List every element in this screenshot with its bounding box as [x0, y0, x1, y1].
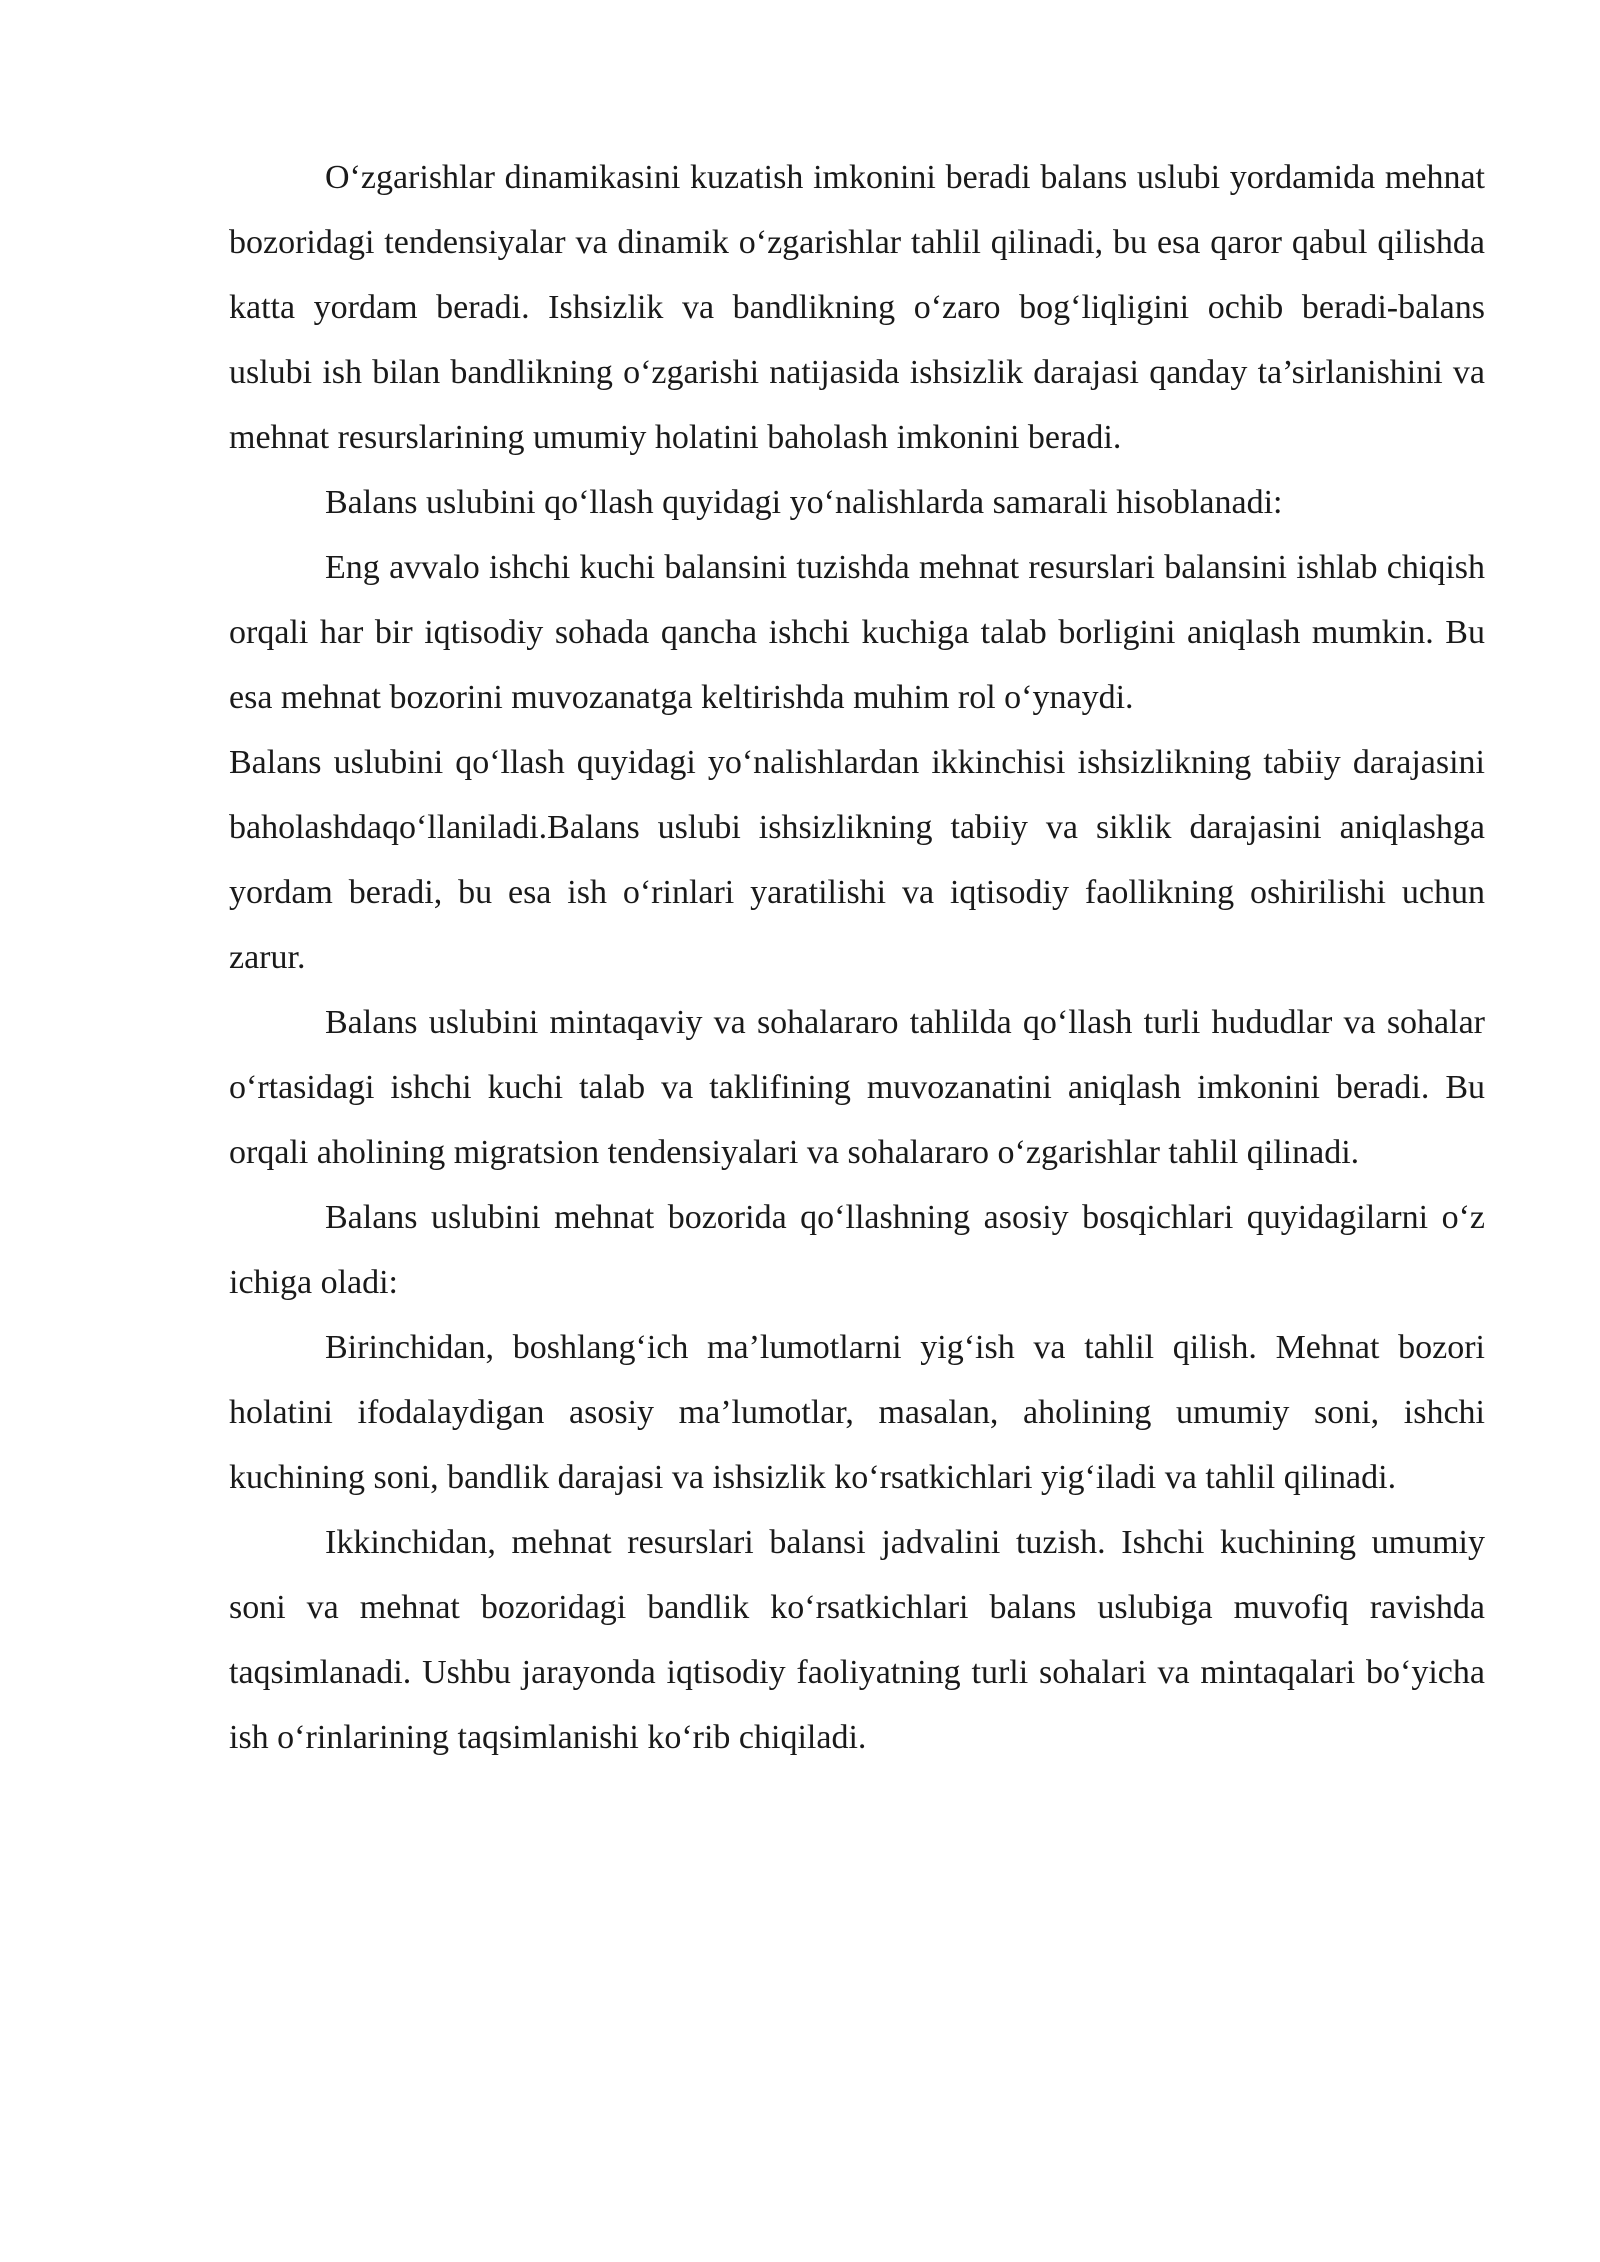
paragraph-directions-intro: Balans uslubini qo‘llash quyidagi yo‘nalishlarda samarali hisoblanadi: [325, 484, 1283, 521]
document-body [229, 145, 1485, 1770]
paragraph-stages-intro: Balans uslubini mehnat bozorida qo‘llashning asosiy bosqichlari quyidagilarni o‘z ichiga oladi: [229, 1199, 1485, 1301]
paragraph-dynamics: O‘zgarishlar dinamikasini kuzatish imkonini beradi balans uslubi yordamida mehnat bozoridagi tendensiyalar va dinamik o‘zgarishlar tahlil qilinadi, bu esa qaror qabul qilishda katta yordam beradi. Ishsizlik va bandlikning o‘zaro bog‘liqligini ochib beradi-balans uslubi ish bilan bandlikning o‘zgarishi natijasida ishsizlik darajasi qanday ta’sirlanishini va mehnat resurslarining umumiy holatini baholash imkonini beradi. [229, 159, 1485, 456]
paragraph-stage-one: Birinchidan, boshlang‘ich ma’lumotlarni yig‘ish va tahlil qilish. Mehnat bozori holatini ifodalaydigan asosiy ma’lumotlar, masalan, aholining umumiy soni, ishchi kuchining soni, bandlik darajasi va ishsizlik ko‘rsatkichlari yig‘iladi va tahlil qilinadi. [229, 1329, 1485, 1496]
paragraph-labor-balance: Eng avvalo ishchi kuchi balansini tuzishda mehnat resurslari balansini ishlab chiqish orqali har bir iqtisodiy sohada qancha ishchi kuchiga talab borligini aniqlash mumkin. Bu esa mehnat bozorini muvozanatga keltirishda muhim rol o‘ynaydi. [229, 549, 1485, 716]
paragraph-regional-analysis: Balans uslubini mintaqaviy va sohalararo tahlilda qo‘llash turli hududlar va sohalar o‘rtasidagi ishchi kuchi talab va taklifining muvozanatini aniqlash imkonini beradi. Bu orqali aholining migratsion tendensiyalari va sohalararo o‘zgarishlar tahlil qilinadi. [229, 1004, 1485, 1171]
paragraph-stage-two: Ikkinchidan, mehnat resurslari balansi jadvalini tuzish. Ishchi kuchining umumiy soni va mehnat bozoridagi bandlik ko‘rsatkichlari balans uslubiga muvofiq ravishda taqsimlanadi. Ushbu jarayonda iqtisodiy faoliyatning turli sohalari va mintaqalari bo‘yicha ish o‘rinlarining taqsimlanishi ko‘rib chiqiladi. [229, 1524, 1485, 1756]
paragraph-natural-unemployment: Balans uslubini qo‘llash quyidagi yo‘nalishlardan ikkinchisi ishsizlikning tabiiy darajasini baholashdaqo‘llaniladi.Balans uslubi ishsizlikning tabiiy va siklik darajasini aniqlashga yordam beradi, bu esa ish o‘rinlari yaratilishi va iqtisodiy faollikning oshirilishi uchun zarur. [229, 744, 1485, 976]
